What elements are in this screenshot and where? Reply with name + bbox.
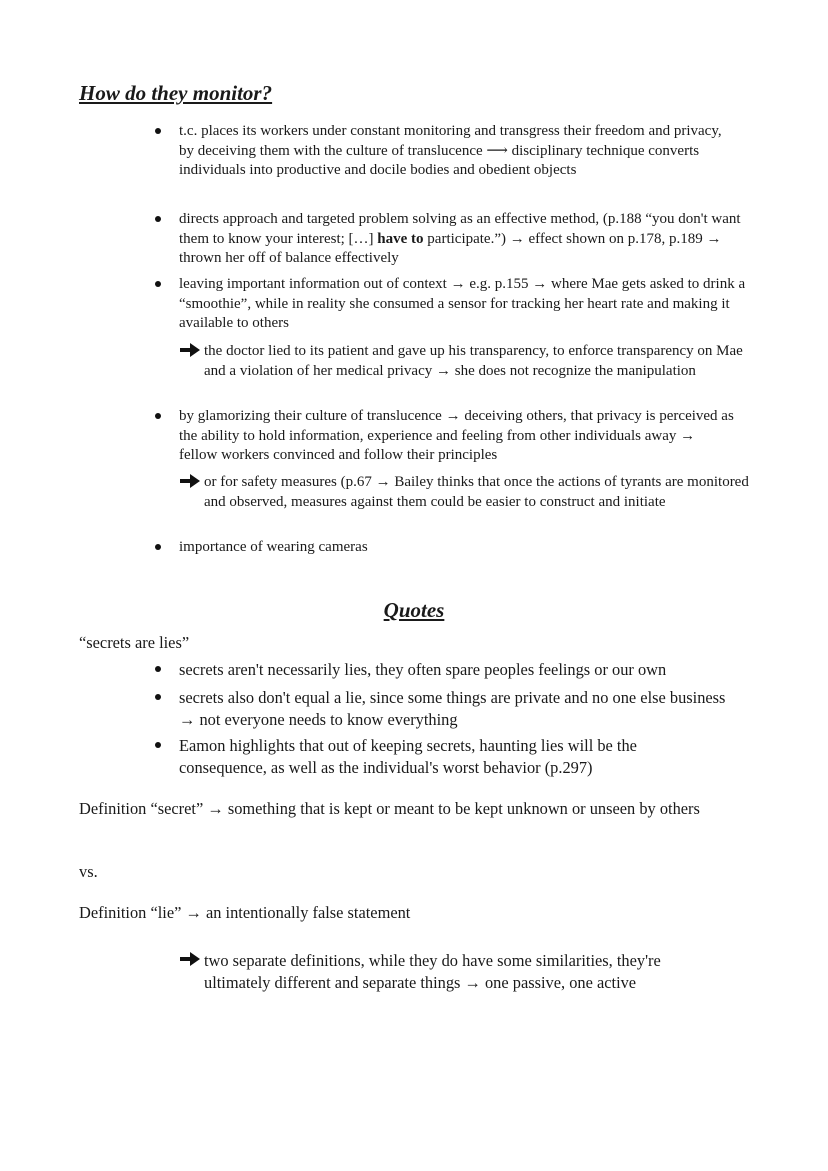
section-heading-quotes xyxy=(0,598,828,622)
bullet-2-text-after: participate.”) → effect shown on p.178, p.189 → thrown her off of balance effectively xyxy=(179,230,722,267)
bullet-dot xyxy=(155,216,161,222)
arrow-right-icon xyxy=(180,343,200,357)
monitor-bullet-3: leaving important information out of context → e.g. p.155 → where Mae gets asked to drink a “smoothie”, while in reality she consumed a sensor for tracking her heart rate and making it available to others xyxy=(179,276,746,332)
arrow-right-icon xyxy=(180,474,200,488)
quotes-bullet-1: secrets aren't necessarily lies, they often spare peoples feelings or our own xyxy=(179,660,667,679)
arrow-note-1: the doctor lied to its patient and gave up his transparency, to enforce transparency on Mae and a violation of her medical privacy → she does not recognize the manipulation xyxy=(204,343,743,379)
section-heading-monitor: How do they monitor? xyxy=(79,81,273,105)
quote-secrets-are-lies: “secrets are lies” xyxy=(79,633,190,652)
bullet-dot xyxy=(155,694,161,700)
monitor-bullet-4: by glamorizing their culture of translucence → deceiving others, that privacy is perceived as the ability to hold information, experience and feeling from other individuals away → fellow workers convinced and follow their principles xyxy=(179,408,734,464)
monitor-bullet-2 xyxy=(179,210,764,269)
monitor-bullet-1: t.c. places its workers under constant monitoring and transgress their freedom and privacy, by deceiving them with the culture of translucence ⟶ disciplinary technique converts individuals into productive and docile bodies and obedient objects xyxy=(179,123,722,179)
bullet-dot xyxy=(155,742,161,748)
bullet-dot xyxy=(155,413,161,419)
monitor-bullet-5: importance of wearing cameras xyxy=(179,539,368,555)
definitions-conclusion: two separate definitions, while they do have some similarities, they're ultimately different and separate things → one passive, one active xyxy=(204,951,661,992)
bullet-2-bold-text: have to xyxy=(377,230,424,247)
bullet-dot xyxy=(155,281,161,287)
arrow-note-2: or for safety measures (p.67 → Bailey thinks that once the actions of tyrants are monitored and observed, measures against them could be easier to construct and initiate xyxy=(204,474,749,510)
bullet-2-text-before: directs approach and targeted problem solving as an effective method, (p.188 “you don't want them to know your interest; […] xyxy=(179,211,741,247)
definition-lie: Definition “lie” → an intentionally false statement xyxy=(79,903,411,922)
versus-label: vs. xyxy=(79,862,98,881)
quotes-bullet-3: Eamon highlights that out of keeping secrets, haunting lies will be the consequence, as well as the individual's worst behavior (p.297) xyxy=(179,736,637,777)
bullet-dot xyxy=(155,544,161,550)
definition-secret: Definition “secret” → something that is kept or meant to be kept unknown or unseen by others xyxy=(79,799,700,818)
quotes-heading-text: Quotes xyxy=(383,598,445,622)
quotes-bullet-2: secrets also don't equal a lie, since some things are private and no one else business → not everyone needs to know everything xyxy=(179,688,726,729)
bullet-dot xyxy=(155,666,161,672)
arrow-right-icon xyxy=(180,952,200,966)
bullet-dot xyxy=(155,128,161,134)
